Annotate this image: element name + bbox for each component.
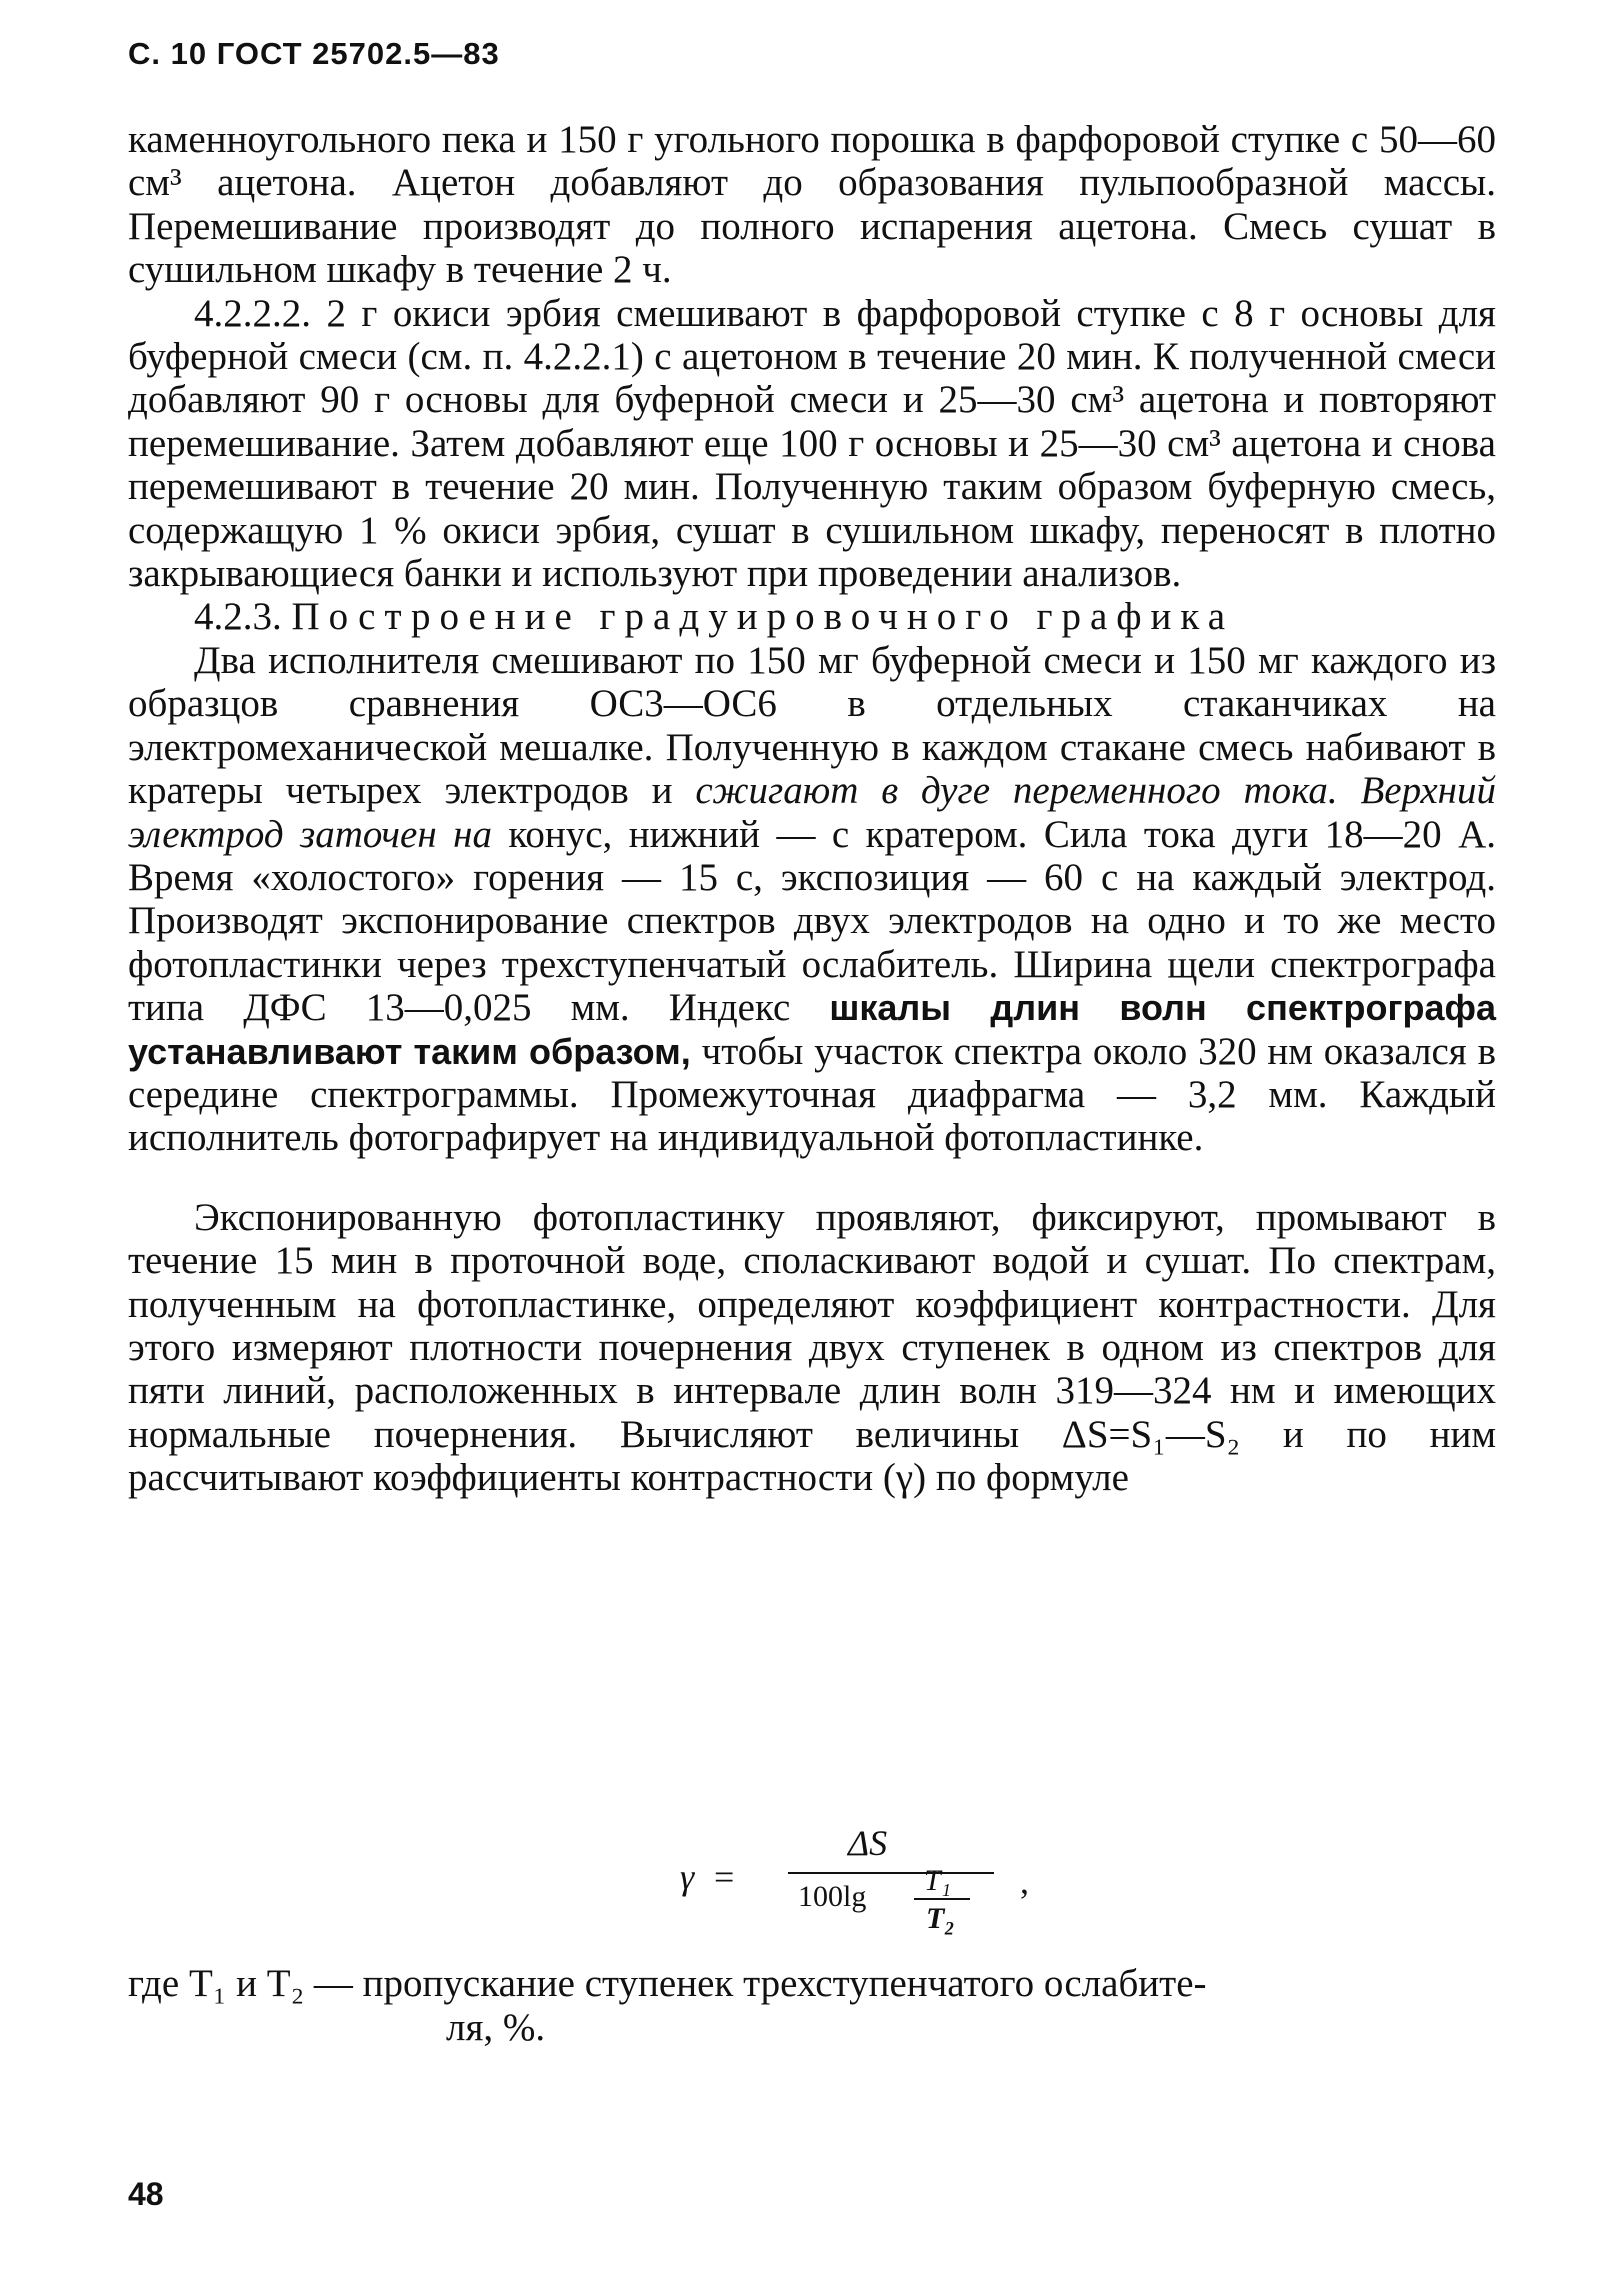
- procedure-text-a: Два исполнителя смешивают по 150 мг буферной смеси и 150 мг каждого из образцов сравнения ОС3—ОС6 в отдельных стаканчиках на электромеханической мешалке. Полученную в каждом стакане смесь набивают в кратеры четырех электродов и: [128, 638, 1496, 813]
- formula-inner-numerator: T₁: [924, 1864, 952, 1897]
- page-number: 48: [128, 2176, 164, 2212]
- formula-numerator: ΔS: [848, 1823, 888, 1863]
- formula-inner-fraction-bar: [914, 1898, 970, 1900]
- formula-trailing-comma: ,: [1020, 1861, 1029, 1901]
- formula-inner-denominator: T₂: [926, 1902, 955, 1935]
- section-title: Построение градуировочного графика: [291, 595, 1235, 639]
- body-text: [128, 118, 1496, 1500]
- formula-denominator-prefix: 100lg: [798, 1880, 867, 1913]
- where-line-1: где T₁ и T₂ — пропускание ступенек трехступенчатого ослабите-: [128, 1962, 1207, 2005]
- formula-lhs: γ: [680, 1857, 695, 1897]
- formula-fraction-bar: [788, 1872, 994, 1874]
- procedure-text-e: чтобы участок спектра около 320 нм оказался в середине спектрограммы. Промежуточная диафрагма — 3,2 мм. Каждый исполнитель фотографирует на индивидуальной фотопластинке.: [128, 1029, 1496, 1160]
- paragraph-procedure: [128, 639, 1496, 1160]
- paragraph-continuation: каменноугольного пека и 150 г угольного порошка в фарфоровой ступке с 50—60 см³ ацетона. Ацетон добавляют до образования пульпообразной массы. Перемешивание производят до полного испарения ацетона. Смесь сушат в сушильном шкафу в течение 2 ч.: [128, 118, 1496, 292]
- running-header: С. 10 ГОСТ 25702.5—83: [128, 36, 500, 71]
- section-number: 4.2.3.: [194, 595, 282, 639]
- where-clause: [128, 1962, 1496, 2050]
- procedure-text-bold: шкалы длин волн спектрографа устанавливают таким образом,: [128, 987, 1496, 1072]
- procedure-text-c: конус, нижний — с кратером. Сила тока дуги 18—20 А. Время «холостого» горения — 15 с, экспозиция — 60 с на каждый электрод. Производят экспонирование спектров двух электродов на одно и то же место фотопластинки через трехступенчатый ослабитель. Ширина щели спектрографа типа ДФС 13—0,025 мм. Индекс: [128, 812, 1496, 1030]
- section-heading-4-2-3: [128, 595, 1496, 638]
- formula-equals: =: [714, 1857, 735, 1897]
- where-line-2: ля, %.: [446, 2006, 546, 2049]
- paragraph-4-2-2-2: 4.2.2.2. 2 г окиси эрбия смешивают в фарфоровой ступке с 8 г основы для буферной смеси (см. п. 4.2.2.1) с ацетоном в течение 20 мин. К полученной смеси добавляют 90 г основы для буферной смеси и 25—30 см³ ацетона и повторяют перемешивание. Затем добавляют еще 100 г основы и 25—30 см³ ацетона и снова перемешивают в течение 20 мин. Полученную таким образом буферную смесь, содержащую 1 % окиси эрбия, сушат в сушильном шкафу, переносят в плотно закрывающиеся банки и используют при проведении анализов.: [128, 291, 1496, 596]
- contrast-formula: [680, 1820, 1060, 1960]
- paragraph-exposure: Экспонированную фотопластинку проявляют, фиксируют, промывают в течение 15 мин в проточной воде, споласкивают водой и сушат. По спектрам, полученным на фотопластинке, определяют коэффициент контрастности. Для этого измеряют плотности почернения двух ступенек в одном из спектров для пяти линий, расположенных в интервале длин волн 319—324 нм и имеющих нормальные почернения. Вычисляют величины ΔS=S₁—S₂ и по ним рассчитывают коэффициенты контрастности (γ) по формуле: [128, 1195, 1496, 1500]
- procedure-text-italic: сжигают в дуге переменного тока. Верхний электрод заточен на: [128, 769, 1496, 856]
